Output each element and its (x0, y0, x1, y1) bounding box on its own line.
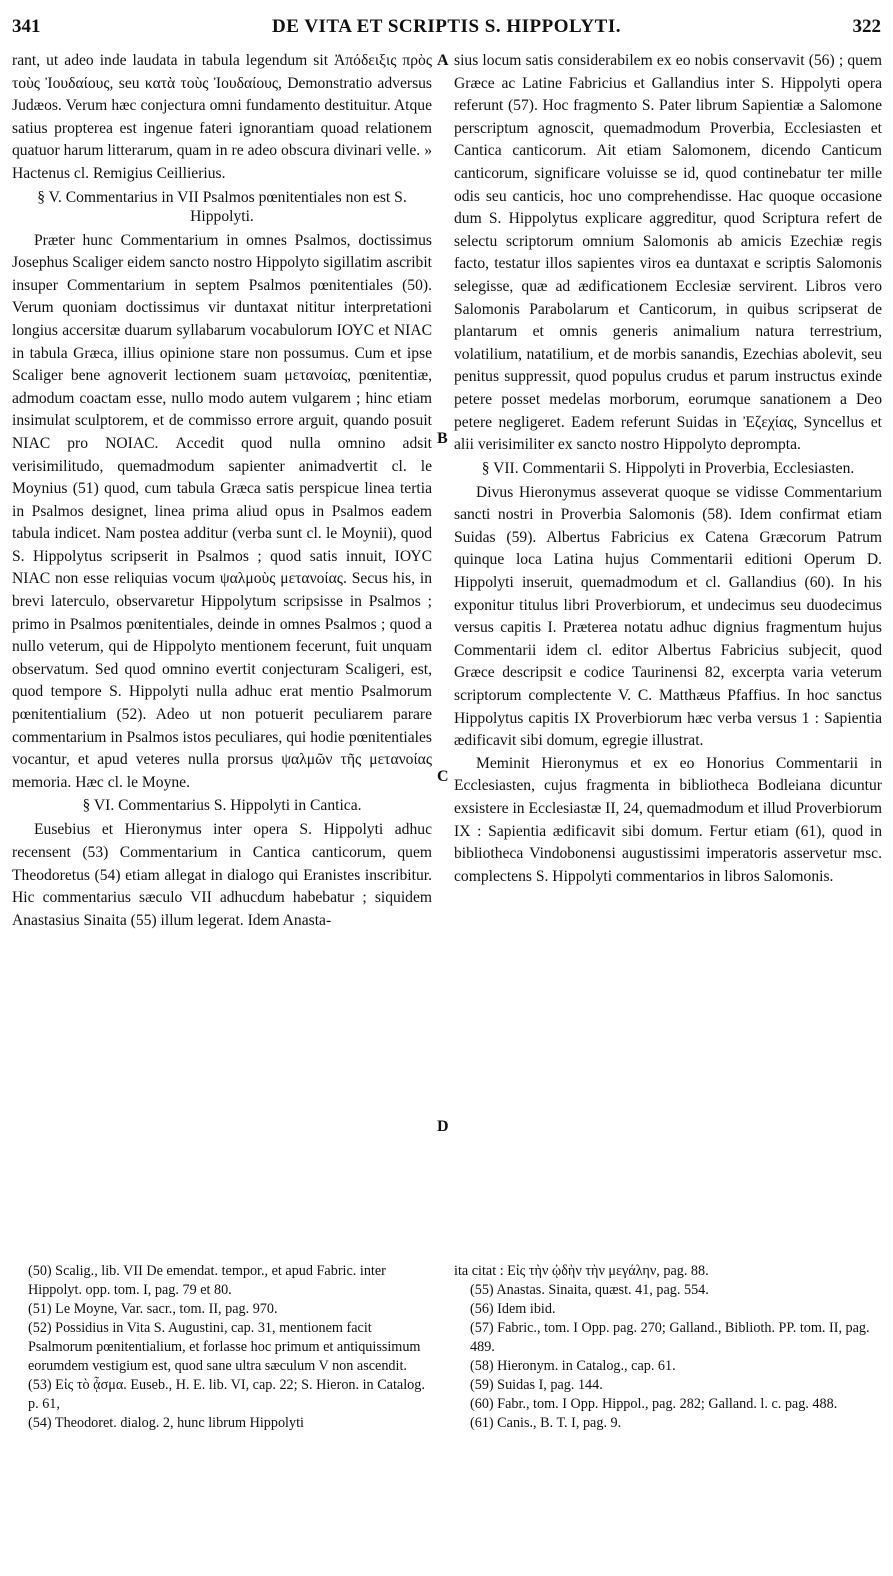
page-number-right: 322 (852, 16, 881, 37)
footnote-51: (51) Le Moyne, Var. sacr., tom. II, pag. 970. (28, 1301, 278, 1317)
margin-letter-b: B (437, 430, 448, 447)
footnote-58: (58) Hieronym. in Catalog., cap. 61. (470, 1358, 676, 1374)
margin-letter-c: C (437, 768, 449, 785)
footnote-59: (59) Suidas I, pag. 144. (470, 1377, 603, 1393)
footnote-54-cont: ita citat : Εἰς τὴν ᾠδὴν τὴν μεγάλην, pag. 88. (454, 1263, 709, 1279)
footnotes-right (454, 1262, 882, 1433)
footnote-54: (54) Theodoret. dialog. 2, hunc librum Hippolyti (28, 1415, 304, 1431)
right-paragraph-2: Divus Hieronymus asseverat quoque se vidisse Commentarium sancti nostri in Proverbia Salomonis (58). Idem confirmat etiam Suidas (59). Albertus Fabricius ex Catena Græcorum Patrum quinque loca Latina hujus Commentarii editioni Operum D. Hippolyti inseruit, quemadmodum et cl. Gallandius (60). In his exponitur titulus libri Proverbiorum, et undecimus seu duodecimus versus capitis I. Præterea notatu adhuc dignius fragmentum hujus Commentarii idem cl. editor Albertus Fabricius subjecit, quod Græce descripsit e codice Taurinensi 82, excerpta varia veterum scriptorum complectente V. C. Matthæus Pfaffius. In hoc sanctus Hippolytus capitis IX Proverbiorum hæc verba versus 1 : Sapientia ædificavit sibi domum, egregie illustrat. (454, 483, 882, 750)
section-heading-vi: § VI. Commentarius S. Hippolyti in Cantica. (82, 797, 362, 815)
running-title: DE VITA ET SCRIPTIS S. HIPPOLYTI. (272, 16, 621, 37)
right-paragraph-3: Meminit Hieronymus et ex eo Honorius Commentarii in Ecclesiasten, cujus fragmenta in bibliotheca Bodleiana dicuntur exsistere in Ecclesiastæ II, 24, quemadmodum et illud Proverbiorum IX : Sapientia ædificavit sibi domum. Fertur etiam (61), quod in bibliotheca Vindobonensi augustissimi imperatoris asservetur msc. complectens S. Hippolyti commentarios in libros Salomonis. (454, 754, 882, 885)
page-number-left: 341 (12, 16, 41, 37)
footnote-56: (56) Idem ibid. (470, 1301, 556, 1317)
section-heading-vii: § VII. Commentarii S. Hippolyti in Proverbia, Ecclesiasten. (481, 459, 855, 477)
running-header (12, 16, 881, 44)
footnotes-left (12, 1262, 432, 1433)
margin-letter-d: D (437, 1118, 449, 1135)
right-paragraph-1: sius locum satis considerabilem ex eo nobis conservavit (56) ; quem Græce ac Latine Fabricius et Gallandius inter S. Hippolyti opera referunt (57). Hoc fragmento S. Pater librum Sapientiæ a Salomone perscriptum agnoscit, quemadmodum Proverbia, Ecclesiasten et Cantica canticorum. Ait etiam Salomonem, dicendo Canticum canticorum, significare voluisse se id, quod continebatur ter mille odis seu canticis, hoc uno comprehendisse. Hac quoque occasione dum S. Hippolytus explicare aggreditur, quod Scriptura refert de selectu scriptorum omnium Salomonis ab amicis Ezechiæ regis facto, testatur illos sapientes viros ea duntaxat e scriptis Salomonis selegisse, quæ ad ædificationem Ecclesiæ servirent. Libros vero Salomonis Parabolarum et Canticorum, in quibus scripserat de plantarum et omnis generis animalium natura terrestrium, volatilium, natatilium, et de morbis sanandis, Ezechias abolevit, seu penitus suppressit, quod populus crudus et parum instructus exinde petere posset medelas morborum, eorumque sanationem a Deo petere negligeret. Eadem referunt Suidas in Ἐζεχίας, Syncellus et alii verisimiliter ex sancto nostro Hippolyto deprompta. (454, 52, 882, 454)
footnote-52: (52) Possidius in Vita S. Augustini, cap. 31, mentionem facit Psalmorum pœnitentialium, et forlasse hoc primum et antiquissimum eorumdem vestigium est, quod sane ultra sæculum V non ascendit. (28, 1320, 421, 1374)
section-heading-v: § V. Commentarius in VII Psalmos pœnitentiales non est S. Hippolyti. (37, 188, 407, 225)
right-column (454, 50, 882, 888)
footnote-57: (57) Fabric., tom. I Opp. pag. 270; Galland., Biblioth. PP. tom. II, pag. 489. (470, 1320, 870, 1355)
footnote-50: (50) Scalig., lib. VII De emendat. tempor., et apud Fabric. inter Hippolyt. opp. tom. I, pag. 79 et 80. (28, 1263, 386, 1298)
left-paragraph-1: rant, ut adeo inde laudata in tabula legendum sit Ἀπόδειξις πρὸς τοὺς Ἰουδαίους, seu κατὰ τοὺς Ἰουδαίους, Demonstratio adversus Judæos. Verum hæc conjectura omni fundamento destituitur. Atque satius propterea est ingenue fateri ignorantiam quoad relationem quatuor harum litterarum, quam in re adeo obscura divinari velle. » Hactenus cl. Remigius Ceillierius. (12, 52, 432, 182)
left-paragraph-2: Præter hunc Commentarium in omnes Psalmos, doctissimus Josephus Scaliger eidem sancto nostro Hippolyto sigillatim ascribit insuper Commentarium in septem Psalmos pœnitentiales (50). Verum quoniam doctissimus vir duntaxat nititur interpretationi longius accersitæ duarum syllabarum vocabulorum ΙΟΥϹ et ΝΙΑϹ in tabula Græca, illius opinione stare non possumus. Cum et ipse Scaliger bene agnoverit lectionem suam μετανοίας, pœnitentiæ, admodum coactam esse, nullo modo autem vulgarem ; hinc etiam insimulat sculptorem, et de commisso errore arguit, quando posuit ΝΙΑϹ pro ΝΟΙΑϹ. Accedit quod nulla omnino adsit verisimilitudo, quemadmodum sapienter animadvertit cl. le Moynius (51) quod, cum tabula Græca satis perspicue linea tertia in Psalmos designet, linea prima aliud opus in Psalmos eadem tabula indicet. Nam postea additur (verba sunt cl. le Moynii), quod S. Hippolytus scripserit in Psalmos ; quod satis innuit, ΙΟΥϹ ΝΙΑϹ non esse reliquias vocum ψαλμοὺς μετανοίας. Secus his, in brevi laterculo, observaretur Hippolytum scripsisse in Psalmos ; primo in Psalmos pœnitentiales, deinde in omnes Psalmos ; quod a nullo veterum, qui de Hippolyto mentionem fecerunt, fuit unquam observatum. Sed quod omnino evertit conjecturam Scaligeri, est, quod tempore S. Hippolyti nulla adhuc erat mentio Psalmorum pœnitentialium (52). Adeo ut non potuerit peculiarem parare commentarium in Psalmos istos peculiares, qui hodie pœnitentiales vocantur, et apud veteres nulla prorsus ψαλμῶν τῆς μετανοίας memoria. Hæc cl. le Moyne. (12, 231, 432, 791)
left-paragraph-3: Eusebius et Hieronymus inter opera S. Hippolyti adhuc recensent (53) Commentarium in Cantica canticorum, quem Theodoretus (54) etiam allegat in dialogo qui Eranistes inscribitur. Hic commentarius sæculo VII adhucdum habebatur ; siquidem Anastasius Sinaita (55) illum legerat. Idem Anasta- (12, 821, 432, 929)
footnote-53: (53) Εἰς τὸ ᾆσμα. Euseb., H. E. lib. VI, cap. 22; S. Hieron. in Catalog. p. 61, (28, 1377, 425, 1412)
footnote-55: (55) Anastas. Sinaita, quæst. 41, pag. 554. (470, 1282, 709, 1298)
footnote-60: (60) Fabr., tom. I Opp. Hippol., pag. 282; Galland. l. c. pag. 488. (470, 1396, 838, 1412)
left-column (12, 50, 432, 932)
margin-letter-a: A (437, 52, 449, 69)
footnote-61: (61) Canis., B. T. I, pag. 9. (470, 1415, 622, 1431)
